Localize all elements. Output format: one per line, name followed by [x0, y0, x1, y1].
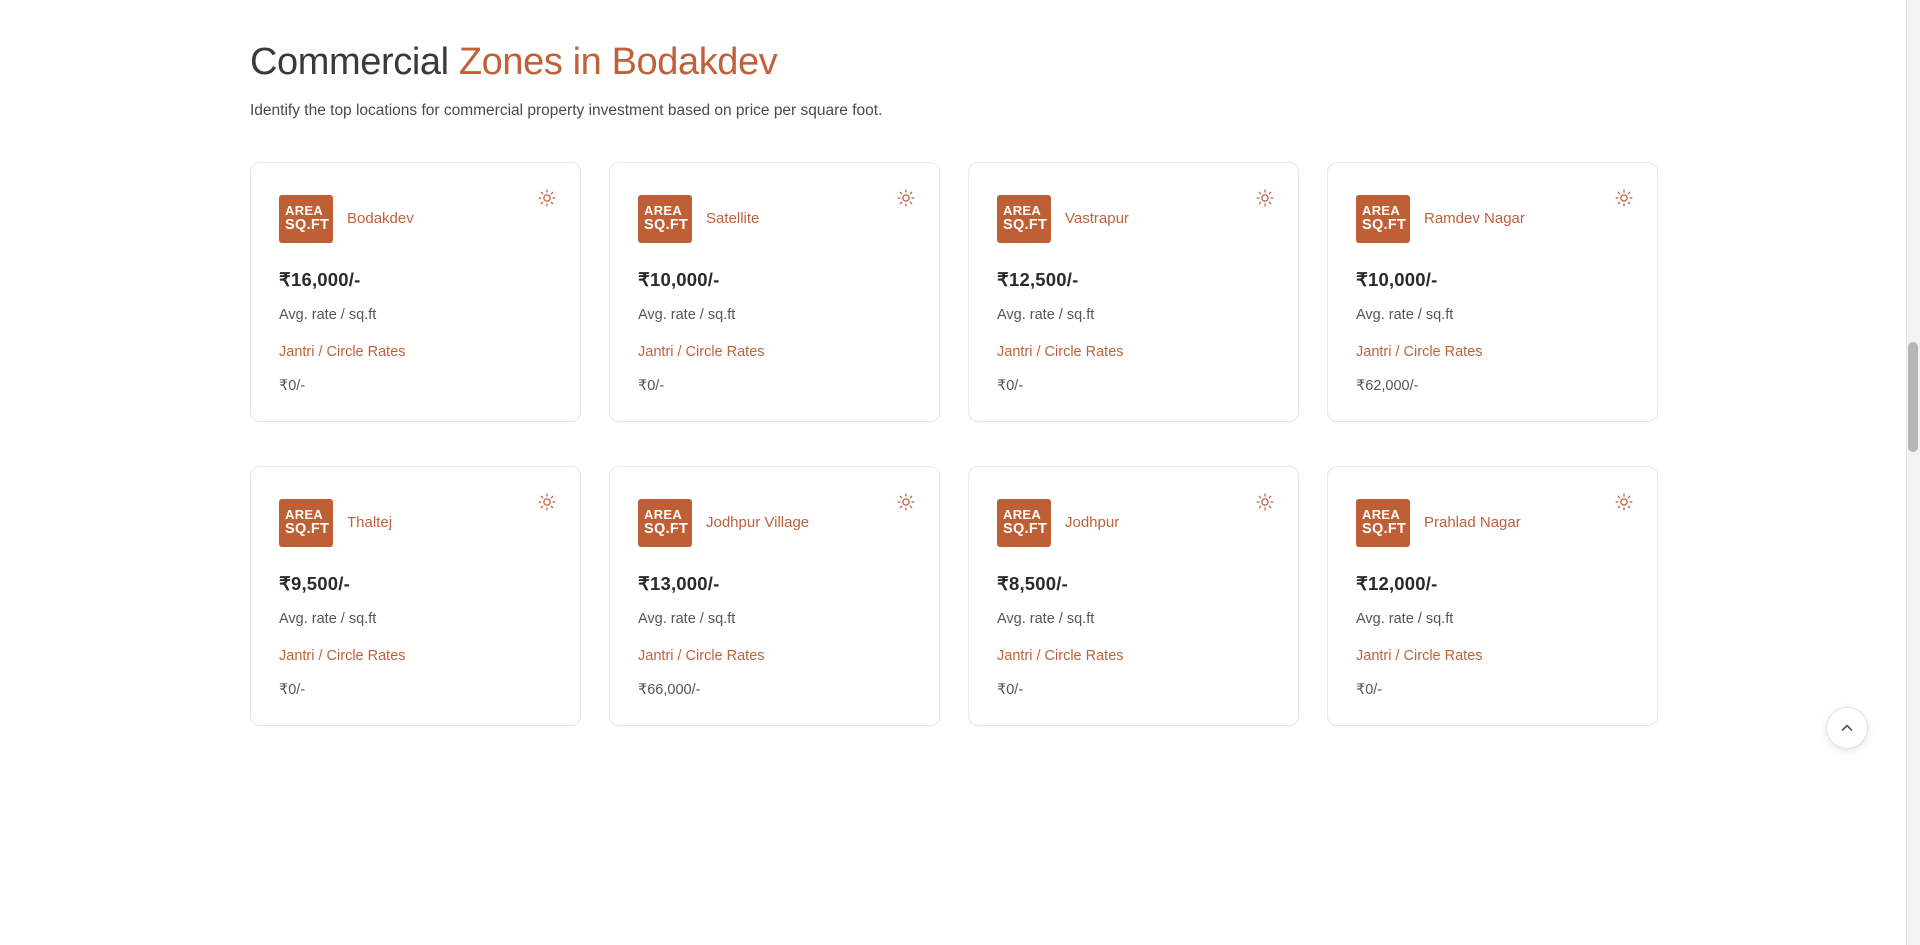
zone-price: ₹10,000/- — [1356, 268, 1438, 290]
zone-price: ₹9,500/- — [279, 572, 350, 594]
zone-price-label: Avg. rate / sq.ft — [638, 306, 736, 323]
page-subtitle: Identify the top locations for commercial property investment based on price per square foot. — [250, 101, 883, 119]
zone-card[interactable] — [968, 162, 1299, 422]
area-sqft-logo — [638, 499, 692, 547]
sun-icon[interactable] — [1615, 189, 1633, 207]
logo-line-2: SQ.FT — [1003, 520, 1048, 537]
zone-price-label: Avg. rate / sq.ft — [1356, 610, 1454, 627]
sun-icon[interactable] — [1256, 189, 1274, 207]
zone-price-label: Avg. rate / sq.ft — [997, 610, 1095, 627]
logo-line-2: SQ.FT — [644, 216, 689, 233]
logo-line-1: AREA — [1003, 203, 1042, 219]
logo-line-2: SQ.FT — [644, 520, 689, 537]
logo-line-1: AREA — [644, 203, 683, 219]
chevron-up-icon — [1839, 720, 1855, 736]
card-header — [638, 195, 911, 243]
zone-price: ₹12,500/- — [997, 268, 1079, 290]
zone-card[interactable] — [1327, 466, 1658, 726]
zone-name: Jodhpur Village — [706, 514, 810, 532]
logo-line-1: AREA — [1362, 507, 1401, 523]
page-title — [250, 40, 1920, 86]
logo-line-2: SQ.FT — [1362, 216, 1407, 233]
logo-line-1: AREA — [644, 507, 683, 523]
jantri-rates-value: ₹0/- — [997, 681, 1024, 698]
card-header — [279, 195, 552, 243]
sun-icon[interactable] — [538, 189, 556, 207]
area-sqft-logo — [1356, 499, 1410, 547]
jantri-rates-label: Jantri / Circle Rates — [638, 343, 765, 360]
zone-price: ₹10,000/- — [638, 268, 720, 290]
area-sqft-logo — [997, 195, 1051, 243]
logo-line-1: AREA — [1362, 203, 1401, 219]
zone-price: ₹16,000/- — [279, 268, 361, 290]
zone-price-label: Avg. rate / sq.ft — [1356, 306, 1454, 323]
area-sqft-logo — [279, 195, 333, 243]
jantri-rates-value: ₹62,000/- — [1356, 377, 1419, 394]
area-sqft-logo — [1356, 195, 1410, 243]
zone-price: ₹13,000/- — [638, 572, 720, 594]
card-header — [1356, 499, 1629, 547]
zone-card[interactable] — [968, 466, 1299, 726]
page-title-primary: Commercial — [250, 41, 459, 83]
sun-icon[interactable] — [897, 493, 915, 511]
scrollbar-thumb[interactable] — [1908, 342, 1918, 452]
area-sqft-logo — [279, 499, 333, 547]
zone-name: Bodakdev — [347, 210, 414, 228]
zone-card[interactable] — [1327, 162, 1658, 422]
zone-card[interactable] — [609, 466, 940, 726]
card-header — [1356, 195, 1629, 243]
zone-price: ₹12,000/- — [1356, 572, 1438, 594]
card-header — [279, 499, 552, 547]
page-title-accent: Zones in Bodakdev — [458, 41, 778, 83]
jantri-rates-value: ₹0/- — [279, 377, 306, 394]
scroll-to-top-button[interactable] — [1826, 707, 1868, 749]
logo-line-1: AREA — [285, 507, 324, 523]
sun-icon[interactable] — [1615, 493, 1633, 511]
jantri-rates-label: Jantri / Circle Rates — [1356, 647, 1483, 664]
jantri-rates-label: Jantri / Circle Rates — [1356, 343, 1483, 360]
card-header — [997, 195, 1270, 243]
vertical-scrollbar[interactable] — [1906, 0, 1920, 945]
jantri-rates-value: ₹0/- — [997, 377, 1024, 394]
jantri-rates-label: Jantri / Circle Rates — [279, 647, 406, 664]
logo-line-2: SQ.FT — [1362, 520, 1407, 537]
jantri-rates-value: ₹0/- — [1356, 681, 1383, 698]
logo-line-2: SQ.FT — [285, 520, 330, 537]
jantri-rates-label: Jantri / Circle Rates — [638, 647, 765, 664]
zone-cards-grid — [250, 162, 1710, 726]
zone-price-label: Avg. rate / sq.ft — [279, 306, 377, 323]
logo-line-2: SQ.FT — [1003, 216, 1048, 233]
jantri-rates-label: Jantri / Circle Rates — [279, 343, 406, 360]
area-sqft-logo — [638, 195, 692, 243]
zone-name: Satellite — [706, 210, 760, 228]
zone-name: Vastrapur — [1065, 210, 1129, 228]
zone-card[interactable] — [250, 162, 581, 422]
card-header — [997, 499, 1270, 547]
jantri-rates-label: Jantri / Circle Rates — [997, 647, 1124, 664]
area-sqft-logo — [997, 499, 1051, 547]
jantri-rates-value: ₹0/- — [638, 377, 665, 394]
zone-card[interactable] — [250, 466, 581, 726]
zone-name: Jodhpur — [1065, 514, 1120, 532]
zone-price-label: Avg. rate / sq.ft — [997, 306, 1095, 323]
logo-line-1: AREA — [285, 203, 324, 219]
sun-icon[interactable] — [897, 189, 915, 207]
zone-name: Ramdev Nagar — [1424, 210, 1525, 228]
card-header — [638, 499, 911, 547]
sun-icon[interactable] — [538, 493, 556, 511]
zone-name: Prahlad Nagar — [1424, 514, 1521, 532]
jantri-rates-label: Jantri / Circle Rates — [997, 343, 1124, 360]
sun-icon[interactable] — [1256, 493, 1274, 511]
jantri-rates-value: ₹66,000/- — [638, 681, 701, 698]
logo-line-1: AREA — [1003, 507, 1042, 523]
zone-price: ₹8,500/- — [997, 572, 1068, 594]
zone-price-label: Avg. rate / sq.ft — [279, 610, 377, 627]
zone-card[interactable] — [609, 162, 940, 422]
logo-line-2: SQ.FT — [285, 216, 330, 233]
jantri-rates-value: ₹0/- — [279, 681, 306, 698]
zone-price-label: Avg. rate / sq.ft — [638, 610, 736, 627]
zone-name: Thaltej — [347, 514, 393, 532]
